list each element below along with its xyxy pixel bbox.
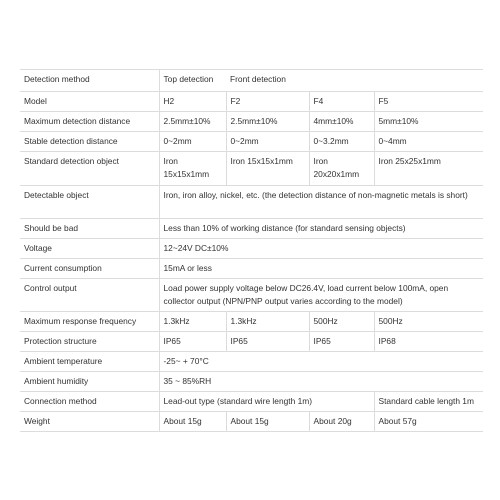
table-cell: 2.5mm±10% (226, 112, 309, 132)
table-cell: 500Hz (309, 312, 374, 332)
spec-table (20, 69, 483, 432)
table-row (20, 239, 483, 259)
table-cell: Load power supply voltage below DC26.4V, load current below 100mA, open collector output (NPN/PNP output varies according to the model) (159, 279, 483, 312)
table-cell: 0~2mm (226, 132, 309, 152)
table-cell: Iron, iron alloy, nickel, etc. (the detection distance of non-magnetic metals is short) (159, 186, 483, 219)
header-top-detection: Top detection (159, 70, 226, 92)
table-cell: 1.3kHz (226, 312, 309, 332)
table-cell: IP65 (309, 332, 374, 352)
table-cell: About 15g (226, 412, 309, 432)
table-cell: About 57g (374, 412, 483, 432)
table-cell: 500Hz (374, 312, 483, 332)
table-cell: 15mA or less (159, 259, 483, 279)
table-cell: 4mm±10% (309, 112, 374, 132)
table-cell: 12~24V DC±10% (159, 239, 483, 259)
cell-f2: F2 (226, 92, 309, 112)
table-cell: 1.3kHz (159, 312, 226, 332)
row-label: Standard detection object (20, 152, 159, 186)
row-label: Maximum response frequency (20, 312, 159, 332)
table-row (20, 412, 483, 432)
cell-f4: F4 (309, 92, 374, 112)
table-row (20, 372, 483, 392)
row-label: Should be bad (20, 219, 159, 239)
row-label: Detection method (20, 70, 159, 92)
table-cell: Iron 25x25x1mm (374, 152, 483, 186)
table-cell: 0~3.2mm (309, 132, 374, 152)
row-label: Ambient humidity (20, 372, 159, 392)
table-cell: Lead-out type (standard wire length 1m) (159, 392, 374, 412)
row-label: Stable detection distance (20, 132, 159, 152)
table-row (20, 132, 483, 152)
row-label: Connection method (20, 392, 159, 412)
table-cell: 35 ~ 85%RH (159, 372, 483, 392)
table-row (20, 259, 483, 279)
table-cell: IP68 (374, 332, 483, 352)
table-cell: Standard cable length 1m (374, 392, 483, 412)
table-row (20, 332, 483, 352)
table-row (20, 186, 483, 219)
table-row (20, 152, 483, 186)
row-label: Current consumption (20, 259, 159, 279)
table-row (20, 112, 483, 132)
header-front-detection: Front detection (226, 70, 483, 92)
table-cell: IP65 (159, 332, 226, 352)
table-row (20, 92, 483, 112)
table-row (20, 279, 483, 312)
table-cell: 0~4mm (374, 132, 483, 152)
table-row (20, 392, 483, 412)
row-label: Protection structure (20, 332, 159, 352)
table-row (20, 219, 483, 239)
table-row (20, 352, 483, 372)
row-label: Control output (20, 279, 159, 312)
cell-h2: H2 (159, 92, 226, 112)
table-cell: -25~ + 70°C (159, 352, 483, 372)
table-cell: Iron 20x20x1mm (309, 152, 374, 186)
row-label: Model (20, 92, 159, 112)
table-cell: 2.5mm±10% (159, 112, 226, 132)
table-cell: IP65 (226, 332, 309, 352)
row-label: Ambient temperature (20, 352, 159, 372)
cell-f5: F5 (374, 92, 483, 112)
table-cell: About 20g (309, 412, 374, 432)
table-row (20, 70, 483, 92)
table-row (20, 312, 483, 332)
row-label: Detectable object (20, 186, 159, 219)
row-label: Voltage (20, 239, 159, 259)
table-cell: Iron 15x15x1mm (159, 152, 226, 186)
table-cell: About 15g (159, 412, 226, 432)
row-label: Weight (20, 412, 159, 432)
row-label: Maximum detection distance (20, 112, 159, 132)
table-cell: 0~2mm (159, 132, 226, 152)
table-cell: 5mm±10% (374, 112, 483, 132)
table-cell: Iron 15x15x1mm (226, 152, 309, 186)
table-cell: Less than 10% of working distance (for standard sensing objects) (159, 219, 483, 239)
